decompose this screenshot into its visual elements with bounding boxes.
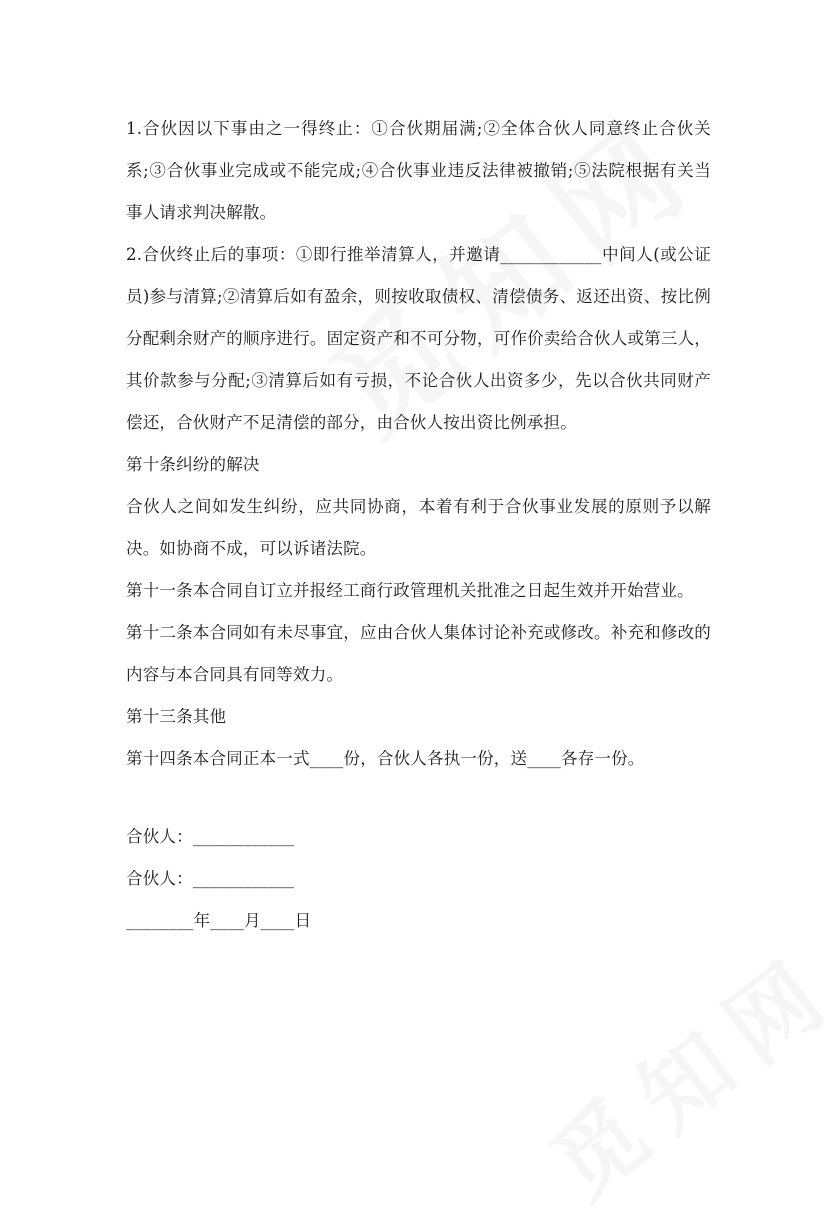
- article-11-text: 第十一条本合同自订立并报经工商行政管理机关批准之日起生效并开始营业。: [126, 581, 694, 600]
- clause-termination-causes: 1.合伙因以下事由之一得终止：①合伙期届满;②全体合伙人同意终止合伙关系;③合伙事业完成或不能完成;④合伙事业违反法律被撤销;⑤法院根据有关当事人请求判决解散。: [126, 119, 711, 222]
- partner-signature-line-1: 合伙人：____________: [126, 827, 295, 846]
- clause-termination-matters: 2.合伙终止后的事项：①即行推举清算人，并邀请____________中间人(或公证员)参与清算;②清算后如有盈余，则按收取债权、清偿债务、返还出资、按比例分配剩余财产的顺序进行。固定资产和不可分物，可作价卖给合伙人或第三人，其价款参与分配;③清算后如有亏损，不论合伙人出资多少，先以合伙共同财产偿还，合伙财产不足清偿的部分，由合伙人按出资比例承担。: [126, 245, 711, 432]
- article-12-text: 第十二条本合同如有未尽事宜，应由合伙人集体讨论补充或修改。补充和修改的内容与本合同具有同等效力。: [126, 623, 711, 684]
- article-10-heading: 第十条纠纷的解决: [126, 455, 260, 474]
- partner-signature-line-2: 合伙人：____________: [126, 869, 295, 888]
- article-14-text: 第十四条本合同正本一式____份，合伙人各执一份，送____各存一份。: [126, 749, 645, 768]
- article-10-text: 合伙人之间如发生纠纷，应共同协商，本着有利于合伙事业发展的原则予以解决。如协商不成，可以诉诸法院。: [126, 497, 711, 558]
- spacer: [126, 780, 711, 816]
- article-13-heading: 第十三条其他: [126, 707, 227, 726]
- watermark-bottom: [520, 917, 830, 1222]
- date-line: ________年____月____日: [126, 911, 312, 930]
- document-body: [126, 108, 711, 942]
